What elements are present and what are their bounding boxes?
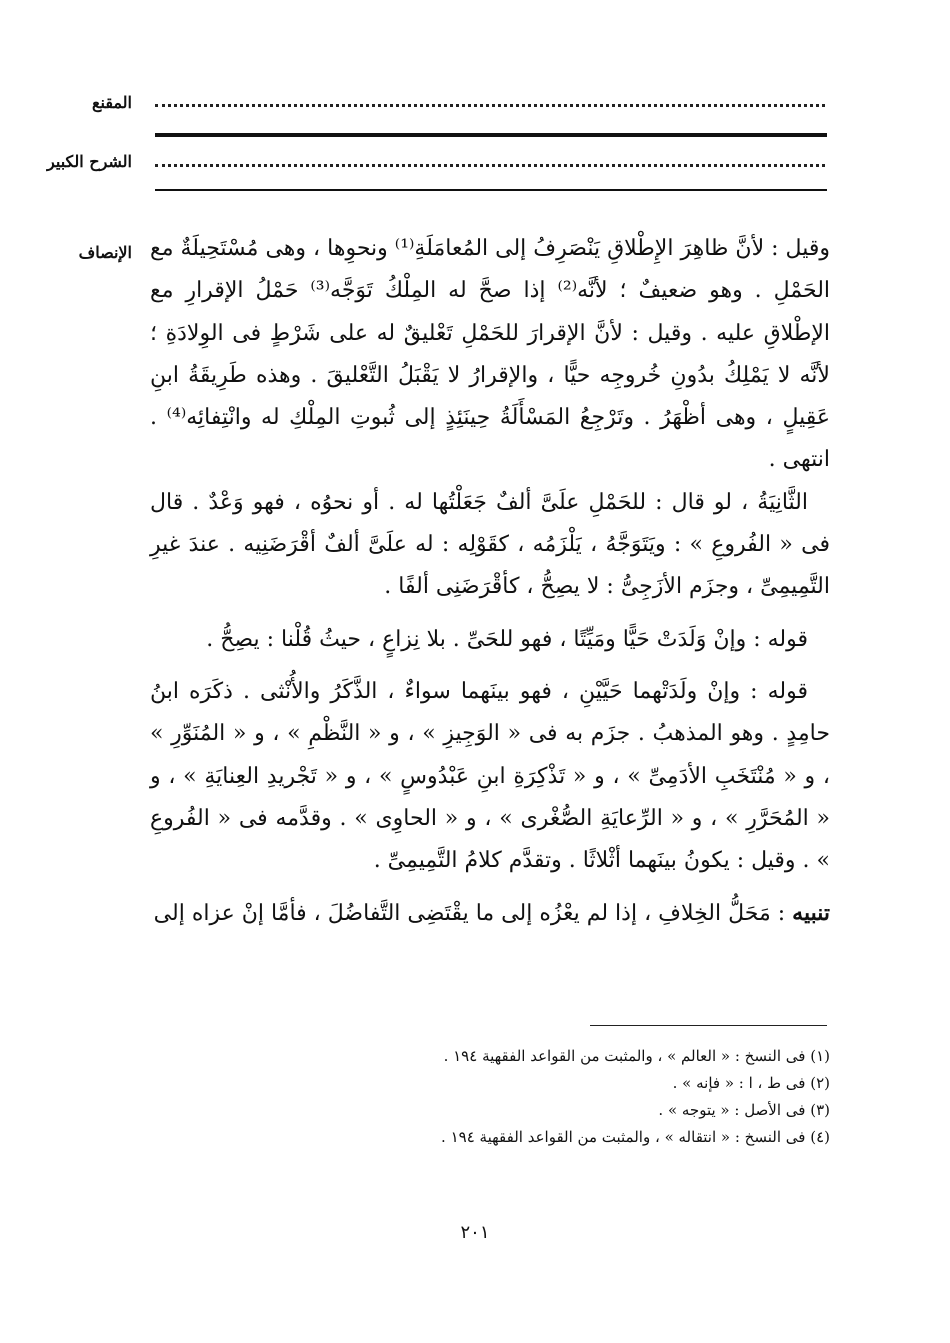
note-lead: تنبيه	[792, 900, 830, 927]
text-line: الحَمْلِ . وهو ضعيفٌ ؛ لأنَّه⁽²⁾ إذا صحَّ له المِلْكُ تَوَجَّه⁽³⁾ حَمْلُ الإقرارِ مع	[150, 278, 831, 304]
footnote-1: (١) فى النسخ : « العالم » ، والمثبت من القواعد الفقهية ١٩٤ .	[443, 1047, 830, 1065]
text-line: قوله : وإنْ وَلَدَتْ حَيًّا ومَيِّتًا ، فهو للحَىِّ . بلا نِزاعٍ ، حيثُ قُلْنا : يصِحُّ .	[206, 626, 808, 652]
paragraph-3	[150, 619, 830, 661]
text-line: و « المُحَرَّرِ » ، و « الرِّعايَةِ الصُّغْرى » ، و « الحاوِى » . وقدَّمه فى « الفُروعِ » .	[150, 763, 830, 874]
text-line: الإطْلاقِ عليه . وقيل : لأنَّ الإقرارَ للحَمْلِ تَعْليقٌ له على شَرْطٍ فى الوِلادَةِ ؛ لأنَّه لا	[150, 320, 830, 388]
insaf-label: الإنصاف	[78, 243, 132, 262]
footnote-3: (٣) فى الأصل : « يتوجه » .	[658, 1101, 830, 1119]
page-number: ٢٠١	[460, 1222, 490, 1243]
text-line: يَمْلِكُ بدُونِ خُروجِه حيًّا ، والإقرارُ لا يَقْبَلُ التَّعْليقَ . وهذه طَرِيقَةُ ابنِ عَقِيلٍ ،	[150, 362, 831, 431]
footnote-divider	[590, 1025, 827, 1026]
paragraph-5	[150, 892, 830, 935]
paragraph-1	[150, 228, 830, 482]
section-divider	[155, 133, 827, 137]
text-line: : مَحَلُّ الخِلافِ ، إذا لم يعْزُه إلى ما يقْتَضِى التَّفاضُلَ ، فأمَّا إنْ عزاه إلى	[153, 901, 793, 927]
sharh-label: الشرح الكبير	[47, 152, 132, 171]
muqni-label: المقنع	[91, 93, 132, 112]
text-line: قوله : وإنْ ولَدَتْهما حَيَّيْنِ ، فهو بينَهما سواءٌ ، الذَّكَرُ والأُنْثى . ذكَرَه ابنُ	[150, 678, 808, 704]
main-text	[150, 228, 830, 936]
text-line: حامِدٍ . وهو المذهبُ . جزَم به فى « الوَجِيزِ » ، و « النَّظْمِ » ، و « المُنَوِّرِ » ،	[150, 721, 830, 789]
section-divider-2	[155, 189, 827, 191]
footnote-2: (٢) فى ط ، ا : « فإنه » .	[672, 1074, 830, 1092]
paragraph-4	[150, 671, 830, 882]
muqni-dotted-line	[155, 104, 825, 107]
text-line: التَّمِيمِىِّ ، وجزَم الأزَجِىُّ : لا يصِحُّ ، كأقْرَضَنِى ألفًا .	[384, 574, 830, 600]
text-line: « الفُروعِ » : ويَتَوَجَّهُ ، يَلْزَمُه ، كقَوْلِه : له علَىَّ ألفٌ أقْرَضَنِيه . عندَ غيرِ	[150, 532, 793, 558]
footnotes	[300, 1043, 830, 1151]
text-line: وقيل : يكونُ بينَهما أثْلاثًا . وتقدَّم كلامُ التَّمِيمِىِّ .	[373, 848, 796, 874]
sharh-dotted-line	[155, 164, 825, 167]
paragraph-2	[150, 482, 830, 609]
text-line: و « مُنْتَخَبِ الأدَمِىِّ » ، و « تَذْكِرَةِ ابنِ عَبْدُوسٍ » ، و « تَجْريدِ العِنايَةِ » ،	[168, 763, 816, 789]
text-line: وقيل : لأنَّ ظاهِرَ الإِطْلاقِ يَنْصَرِفُ إلى المُعامَلَةِ⁽¹⁾ ونحوِها ، وهى مُسْتَحِيلَةٌ مع	[150, 236, 830, 261]
footnote-4: (٤) فى النسخ : « انتقاله » ، والمثبت من القواعد الفقهية ١٩٤ .	[441, 1128, 830, 1146]
text-line: وهى أظْهَرُ . وتَرْجِعُ المَسْأَلَةُ حِينَئِذٍ إلى ثُبوتِ المِلْكِ له وانْتِفائِه⁽⁴⁾ . انتهى .	[150, 405, 830, 473]
text-line: الثَّانِيَةُ ، لو قال : للحَمْلِ علَىَّ ألفٌ جَعَلْتُها له . أو نحوُه ، فهو وَعْدٌ . قال فى	[150, 489, 830, 558]
